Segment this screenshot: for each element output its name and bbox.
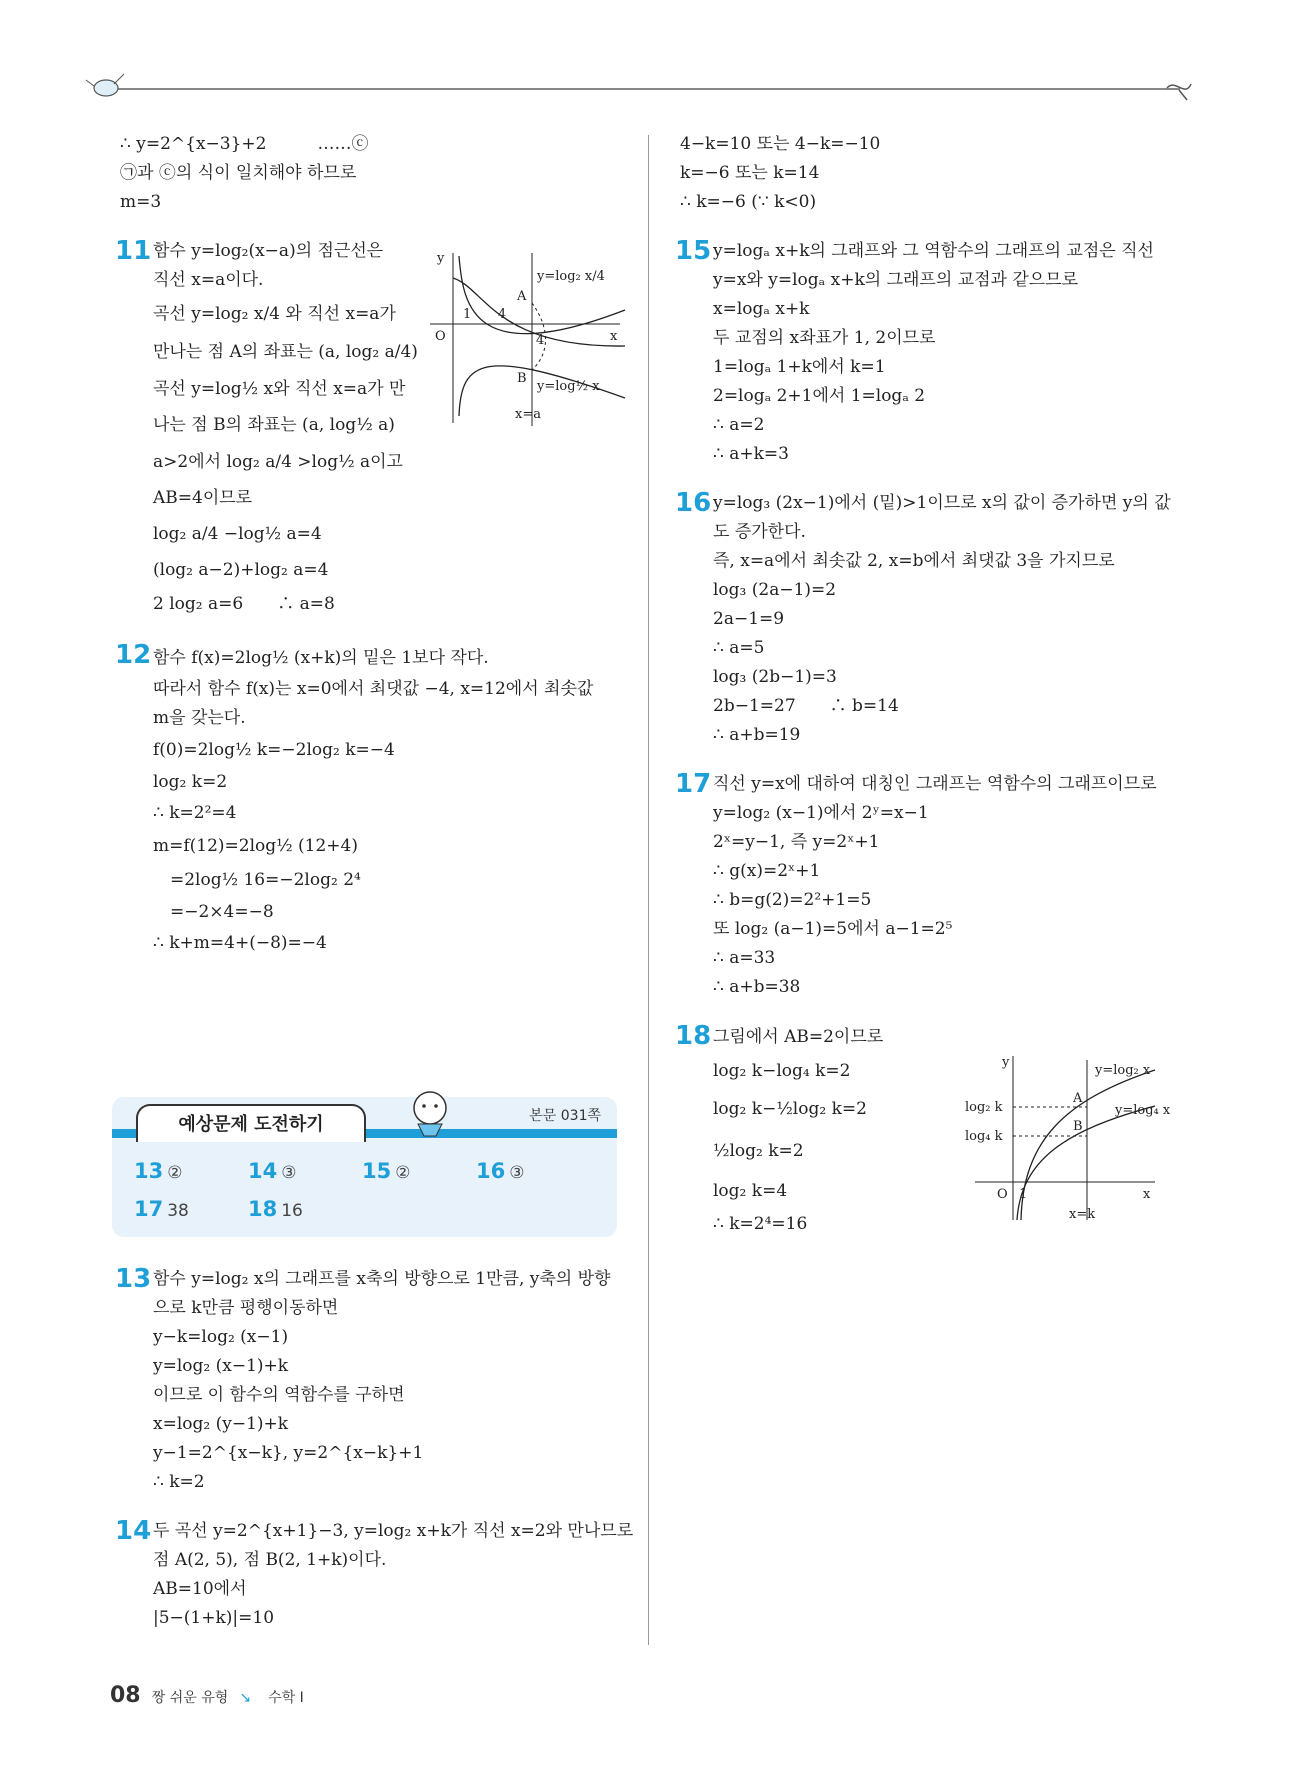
solution-line: x=logₐ x+k bbox=[713, 299, 810, 319]
point-b-label: B bbox=[517, 371, 527, 386]
solution-line: ∴ k=2⁴=16 bbox=[713, 1214, 808, 1234]
axis-label-x: x bbox=[1143, 1187, 1151, 1202]
solution-line: =−2×4=−8 bbox=[153, 902, 274, 922]
solution-line: 2 log₂ a=6 ∴ a=8 bbox=[153, 594, 335, 614]
solution-line: ∴ g(x)=2ˣ+1 bbox=[713, 861, 821, 881]
curve-label: y=log₂ x bbox=[1095, 1063, 1151, 1078]
solution-line: f(0)=2log½ k=−2log₂ k=−4 bbox=[153, 740, 395, 760]
solution-line: 두 곡선 y=2^{x+1}−3, y=log₂ x+k가 직선 x=2와 만나므로 bbox=[153, 1521, 634, 1541]
solution-line: log₂ k−½log₂ k=2 bbox=[713, 1099, 867, 1119]
problem-13 bbox=[115, 1264, 625, 1497]
problem-16 bbox=[675, 488, 1200, 750]
solution-line: ∴ y=2^{x−3}+2 ……ⓒ bbox=[120, 134, 369, 154]
solution-line: 1=logₐ 1+k에서 k=1 bbox=[713, 357, 886, 377]
solution-line: 4−k=10 또는 4−k=−10 bbox=[680, 134, 881, 154]
origin-label: O bbox=[997, 1187, 1008, 1202]
page-number: 08 bbox=[110, 1683, 141, 1708]
solution-line: log₂ k=2 bbox=[153, 772, 228, 792]
problem-17 bbox=[675, 769, 1200, 1002]
solution-line: 2b−1=27 ∴ b=14 bbox=[713, 696, 899, 716]
solution-line: ∴ a+k=3 bbox=[713, 444, 789, 464]
solution-line: ∴ a=5 bbox=[713, 638, 765, 658]
curve-label: y=log½ x bbox=[537, 379, 600, 394]
problem-15 bbox=[675, 236, 1200, 469]
problem-12 bbox=[115, 640, 625, 959]
answer-item: 14 ③ bbox=[248, 1159, 297, 1183]
solution-line: x=log₂ (y−1)+k bbox=[153, 1414, 289, 1434]
answer-item: 15 ② bbox=[362, 1159, 411, 1183]
left-column-lower bbox=[115, 1264, 634, 1633]
book-title: 짱 쉬운 유형 bbox=[151, 1690, 229, 1706]
mascot-cat-icon bbox=[400, 1080, 460, 1140]
solution-line: 나는 점 B의 좌표는 (a, log½ a) bbox=[153, 415, 395, 435]
solution-line: m을 갖는다. bbox=[153, 708, 246, 728]
solution-line: 이므로 이 함수의 역함수를 구하면 bbox=[153, 1385, 405, 1405]
solution-line: AB=10에서 bbox=[153, 1579, 247, 1599]
solution-line: m=f(12)=2log½ (12+4) bbox=[153, 836, 359, 856]
tick-label: 1 bbox=[1019, 1187, 1028, 1202]
solution-line: (log₂ a−2)+log₂ a=4 bbox=[153, 560, 329, 580]
axis-label-x: x bbox=[610, 329, 618, 344]
problem-number: 18 bbox=[675, 1021, 712, 1051]
answer-item: 17 38 bbox=[134, 1197, 189, 1221]
distance-label: 4 bbox=[536, 333, 545, 348]
tick-label: 4 bbox=[498, 307, 507, 322]
line-label: x=k bbox=[1069, 1207, 1096, 1222]
graph-18 bbox=[965, 1050, 1195, 1225]
curve-log4-x bbox=[1017, 1106, 1155, 1220]
solution-line: 직선 y=x에 대하여 대칭인 그래프는 역함수의 그래프이므로 bbox=[713, 774, 1157, 794]
solution-line: ½log₂ k=2 bbox=[713, 1141, 804, 1161]
solution-line: 따라서 함수 f(x)는 x=0에서 최댓값 −4, x=12에서 최솟값 bbox=[153, 679, 594, 699]
solution-line: log₂ k−log₄ k=2 bbox=[713, 1061, 851, 1081]
box-title: 예상문제 도전하기 bbox=[136, 1104, 366, 1142]
solution-line: log₂ a/4 −log½ a=4 bbox=[153, 524, 322, 544]
solution-line: y=x와 y=logₐ x+k의 그래프의 교점과 같으므로 bbox=[713, 270, 1079, 290]
solution-line: ∴ a=33 bbox=[713, 948, 776, 968]
point-a-label: A bbox=[1073, 1091, 1083, 1106]
ribbon-icon bbox=[1165, 78, 1195, 102]
point-a-label: A bbox=[517, 289, 527, 304]
problem-number: 14 bbox=[115, 1516, 152, 1546]
answer-item: 16 ③ bbox=[476, 1159, 525, 1183]
solution-line: 만나는 점 A의 좌표는 (a, log₂ a/4) bbox=[153, 342, 418, 362]
curve-log2-x bbox=[1021, 1070, 1155, 1220]
solution-line: ∴ a=2 bbox=[713, 415, 765, 435]
problem-number: 11 bbox=[115, 236, 152, 266]
bird-logo-icon bbox=[84, 66, 134, 100]
box-reference: 본문 031쪽 bbox=[529, 1108, 601, 1124]
solution-line: log₂ k=4 bbox=[713, 1181, 788, 1201]
solution-line: =2log½ 16=−2log₂ 2⁴ bbox=[153, 870, 361, 890]
arrow-icon: ↘ bbox=[239, 1690, 252, 1706]
solution-line: 2=logₐ 2+1에서 1=logₐ 2 bbox=[713, 386, 926, 406]
solution-line: y=log₂ (x−1)에서 2ʸ=x−1 bbox=[713, 803, 929, 823]
answer-item: 18 16 bbox=[248, 1197, 303, 1221]
solution-line: ㉠과 ⓒ의 식이 일치해야 하므로 bbox=[120, 163, 357, 183]
solution-line: 2ˣ=y−1, 즉 y=2ˣ+1 bbox=[713, 832, 880, 852]
answer-box bbox=[112, 1097, 617, 1237]
solution-line: k=−6 또는 k=14 bbox=[680, 163, 820, 183]
solution-line: ∴ k=2 bbox=[153, 1472, 205, 1492]
solution-line: log₃ (2b−1)=3 bbox=[713, 667, 837, 687]
problem-number: 15 bbox=[675, 236, 712, 266]
solution-line: |5−(1+k)|=10 bbox=[153, 1608, 275, 1628]
solution-line: 도 증가한다. bbox=[713, 522, 806, 542]
header-rule bbox=[110, 88, 1180, 90]
solution-line: 그림에서 AB=2이므로 bbox=[713, 1027, 884, 1047]
solution-line: 곡선 y=log½ x와 직선 x=a가 만 bbox=[153, 379, 406, 399]
page-footer bbox=[110, 1683, 304, 1708]
problem-number: 12 bbox=[115, 640, 152, 670]
solution-line: 즉, x=a에서 최솟값 2, x=b에서 최댓값 3을 가지므로 bbox=[713, 551, 1115, 571]
solution-line: 2a−1=9 bbox=[713, 609, 785, 629]
solution-line: m=3 bbox=[120, 192, 162, 212]
origin-label: O bbox=[435, 329, 446, 344]
solution-line: 또 log₂ (a−1)=5에서 a−1=2⁵ bbox=[713, 919, 953, 939]
solution-line: a>2에서 log₂ a/4 >log½ a이고 bbox=[153, 452, 403, 472]
solution-line: ∴ k=2²=4 bbox=[153, 803, 237, 823]
solution-line: 직선 x=a이다. bbox=[153, 270, 264, 290]
solution-line: 두 교점의 x좌표가 1, 2이므로 bbox=[713, 328, 936, 348]
subject-label: 수학 I bbox=[268, 1690, 304, 1706]
solution-line: ∴ a+b=38 bbox=[713, 977, 801, 997]
solution-line: 함수 y=log₂ x의 그래프를 x축의 방향으로 1만큼, y축의 방향 bbox=[153, 1269, 611, 1289]
solution-line: y−1=2^{x−k}, y=2^{x−k}+1 bbox=[153, 1443, 424, 1463]
tick-label: log₂ k bbox=[965, 1100, 1003, 1115]
solution-line: y=log₂ (x−1)+k bbox=[153, 1356, 289, 1376]
solution-line: ∴ k=−6 (∵ k<0) bbox=[680, 192, 817, 212]
problem-number: 13 bbox=[115, 1264, 152, 1294]
curve-label: y=log₂ x/4 bbox=[537, 269, 605, 284]
solution-line: 함수 f(x)=2log½ (x+k)의 밑은 1보다 작다. bbox=[153, 648, 489, 668]
curve-label: y=log₄ x bbox=[1115, 1103, 1171, 1118]
solution-line: 으로 k만큼 평행이동하면 bbox=[153, 1298, 339, 1318]
curve-log2-x-over-4 bbox=[459, 256, 625, 334]
axis-label-y: y bbox=[1002, 1055, 1010, 1070]
solution-line: y−k=log₂ (x−1) bbox=[153, 1327, 289, 1347]
problem-number: 16 bbox=[675, 488, 712, 518]
point-b-label: B bbox=[1073, 1119, 1083, 1134]
solution-line: ∴ b=g(2)=2²+1=5 bbox=[713, 890, 872, 910]
answer-item: 13 ② bbox=[134, 1159, 183, 1183]
solution-line: AB=4이므로 bbox=[153, 488, 253, 508]
solution-line: 함수 y=log₂(x−a)의 점근선은 bbox=[153, 241, 384, 261]
column-divider bbox=[648, 135, 649, 1645]
tick-label: 1 bbox=[463, 307, 472, 322]
solution-line: ∴ a+b=19 bbox=[713, 725, 801, 745]
solution-line: y=logₐ x+k의 그래프와 그 역함수의 그래프의 교점은 직선 bbox=[713, 241, 1154, 261]
solution-line: 점 A(2, 5), 점 B(2, 1+k)이다. bbox=[153, 1550, 387, 1570]
solution-line: log₃ (2a−1)=2 bbox=[713, 580, 837, 600]
problem-number: 17 bbox=[675, 769, 712, 799]
axis-label-y: y bbox=[437, 251, 445, 266]
graph-11 bbox=[425, 248, 630, 428]
problem-14 bbox=[115, 1516, 634, 1633]
tick-label: log₄ k bbox=[965, 1129, 1003, 1144]
solution-line: 곡선 y=log₂ x/4 와 직선 x=a가 bbox=[153, 304, 396, 324]
line-label: x=a bbox=[515, 407, 541, 422]
solution-line: y=log₃ (2x−1)에서 (밑)>1이므로 x의 값이 증가하면 y의 값 bbox=[713, 493, 1171, 513]
solution-line: ∴ k+m=4+(−8)=−4 bbox=[153, 933, 327, 953]
